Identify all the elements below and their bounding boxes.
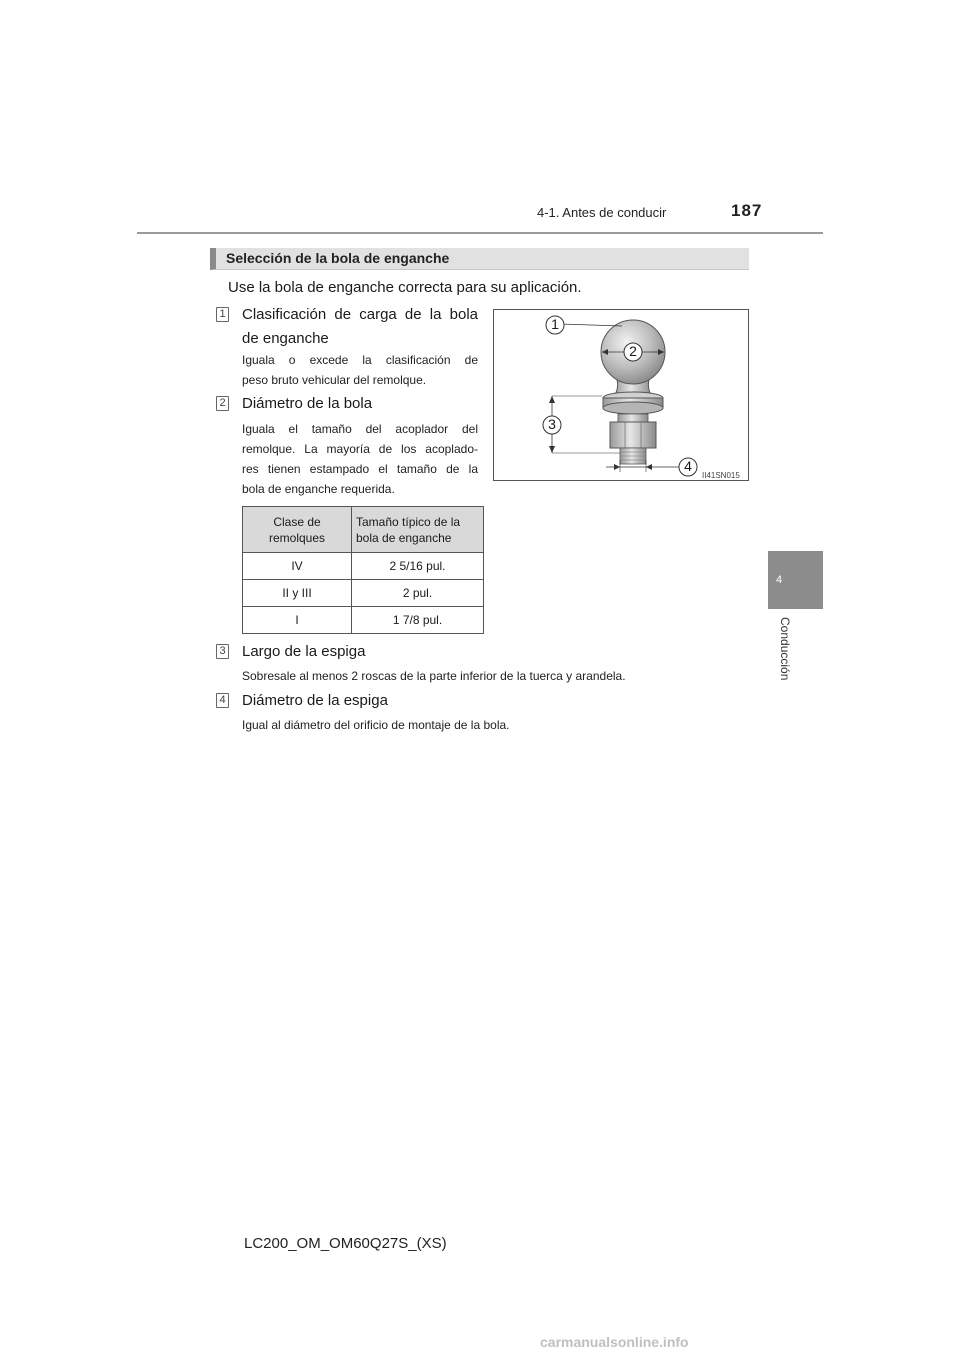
item-2-desc xyxy=(242,419,478,499)
figure-callout-1: 1 xyxy=(551,316,559,332)
item-3-desc: Sobresale al menos 2 roscas de la parte inferior de la tuerca y arandela. xyxy=(242,669,626,683)
table-cell-size: 2 5/16 pul. xyxy=(352,553,484,580)
item-1-desc-line2: peso bruto vehicular del remolque. xyxy=(242,373,427,387)
item-4-badge: 4 xyxy=(216,693,229,708)
hitch-size-table xyxy=(242,506,484,634)
item-1-title-line2: de enganche xyxy=(242,330,329,347)
item-3-badge: 3 xyxy=(216,644,229,659)
header-divider xyxy=(137,232,823,234)
table-cell-class: I xyxy=(243,607,352,634)
table-header-row xyxy=(243,507,484,553)
header-section-title: 4-1. Antes de conducir xyxy=(537,205,667,220)
figure-callout-4: 4 xyxy=(684,458,692,474)
table-cell-size: 2 pul. xyxy=(352,580,484,607)
item-2-desc-line1: Iguala el tamaño del acoplador del xyxy=(242,422,478,436)
item-4-desc: Igual al diámetro del orificio de montaje de la bola. xyxy=(242,718,510,732)
figure-callout-3: 3 xyxy=(548,416,556,432)
section-heading-title: Selección de la bola de enganche xyxy=(226,250,450,266)
figure-code: II41SN015 xyxy=(702,471,740,480)
table-row xyxy=(243,553,484,580)
hitch-ball-figure xyxy=(493,309,749,481)
item-2-desc-line4: bola de enganche requerida. xyxy=(242,482,395,496)
item-2-desc-line3: res tienen estampado el tamaño de la xyxy=(242,462,478,476)
document-code: LC200_OM_OM60Q27S_(XS) xyxy=(244,1235,447,1252)
figure-callout-2: 2 xyxy=(629,343,637,359)
item-2-badge: 2 xyxy=(216,396,229,411)
table-header-class: Clase de remolques xyxy=(243,507,352,553)
item-1-desc-line1: Iguala o excede la clasificación de xyxy=(242,353,478,367)
item-4-title: Diámetro de la espiga xyxy=(242,692,388,709)
chapter-tab-label: Conducción xyxy=(778,617,792,681)
item-2-title: Diámetro de la bola xyxy=(242,395,373,412)
table-cell-size: 1 7/8 pul. xyxy=(352,607,484,634)
table-header-size: Tamaño típico de la bola de enganche xyxy=(352,507,484,553)
item-1-title xyxy=(242,304,478,350)
table-cell-class: IV xyxy=(243,553,352,580)
item-1-title-line1: Clasificación de carga de la bola xyxy=(242,306,478,323)
watermark: carmanualsonline.info xyxy=(540,1334,689,1350)
hitch-ball-illustration xyxy=(494,310,748,480)
item-2-desc-line2: remolque. La mayoría de los acoplado- xyxy=(242,442,478,456)
item-1-badge: 1 xyxy=(216,307,229,322)
item-3-title: Largo de la espiga xyxy=(242,643,366,660)
section-intro: Use la bola de enganche correcta para su aplicación. xyxy=(228,279,582,296)
page-number: 187 xyxy=(731,201,763,220)
table-row xyxy=(243,580,484,607)
table-row xyxy=(243,607,484,634)
chapter-tab-number: 4 xyxy=(776,574,783,586)
table-cell-class: II y III xyxy=(243,580,352,607)
item-1-desc xyxy=(242,350,478,390)
